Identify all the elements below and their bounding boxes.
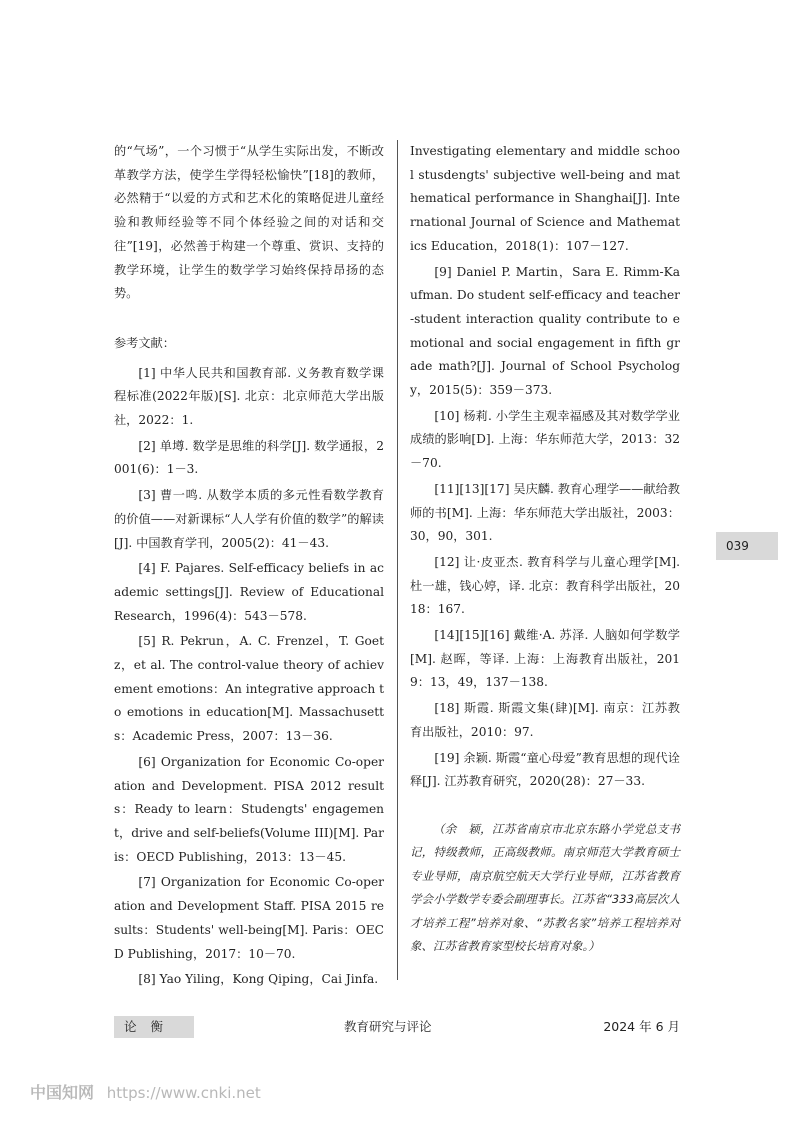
left-column (114, 140, 384, 994)
cnki-logo: 中国知网 (30, 1083, 95, 1102)
footer-journal-name: 教育研究与评论 (344, 1019, 432, 1034)
reference-item: Investigating elementary and middle school stusdengts' subjective well-being and mathematical performance in Shanghai[J]. International Journal of Science and Mathematics Education，2018(1)：107－127. (410, 144, 680, 253)
column-divider (397, 140, 398, 980)
reference-item: [8] Yao Yiling，Kong Qiping，Cai Jinfa. (138, 972, 379, 987)
page-number: 039 (716, 532, 778, 560)
reference-item: [11][13][17] 吴庆麟. 教育心理学——献给教师的书[M]. 上海：华东师范大学出版社，2003：30，90，301. (410, 481, 680, 544)
reference-item: [3] 曹一鸣. 从数学本质的多元性看数学教育的价值——对新课标“人人学有价值的数学”的解读[J]. 中国教育学刊，2005(2)：41－43. (114, 488, 384, 550)
footer-section-label: 论衡 (114, 1016, 194, 1038)
reference-item: [10] 杨莉. 小学生主观幸福感及其对数学学业成绩的影响[D]. 上海：华东师范大学，2013：32－70. (410, 408, 680, 471)
author-bio: （余 颖，江苏省南京市北京东路小学党总支书记，特级教师，正高级教师。南京师范大学教育硕士专业导师，南京航空航天大学行业导师，江苏省教育学会小学数学专委会副理事长。江苏省“333高层次人才培养工程”培养对象、“苏教名家”培养工程培养对象、江苏省教育家型校长培育对象。） (410, 821, 680, 954)
reference-item: [5] R. Pekrun，A. C. Frenzel，T. Goetz，et al. The control-value theory of achievement emotions：An integrative approach to emotions in education[M]. Massachusetts：Academic Press，2007：13－36. (114, 634, 384, 744)
intro-paragraph: 的“气场”，一个习惯于“从学生实际出发，不断改革教学方法，使学生学得轻松愉快”[18]的教师，必然精于“以爱的方式和艺术化的策略促进儿童经验和教师经验等不同个体经验之间的对话和交往”[19]，必然善于构建一个尊重、赏识、支持的教学环境，让学生的数学学习始终保持昂扬的态势。 (114, 144, 384, 301)
reference-item: [9] Daniel P. Martin，Sara E. Rimm-Kaufman. Do student self-efficacy and teacher-student interaction quality contribute to emotional and social engagement in fifth grade math?[J]. Journal of School Psychology，2015(5)：359－373. (410, 264, 680, 398)
reference-item: [7] Organization for Economic Co-operation and Development Staff. PISA 2015 results：Students' well-being[M]. Paris：OECD Publishing，2017：10－70. (114, 875, 384, 961)
right-column (410, 140, 680, 970)
reference-item: [19] 余颖. 斯霞“童心母爱”教育思想的现代诠释[J]. 江苏教育研究，2020(28)：27－33. (410, 750, 680, 789)
reference-item: [18] 斯霞. 斯霞文集(肆)[M]. 南京：江苏教育出版社，2010：97. (410, 701, 680, 739)
reference-item: [4] F. Pajares. Self-efficacy beliefs in academic settings[J]. Review of Educational Research，1996(4)：543－578. (114, 561, 384, 623)
cnki-url: https://www.cnki.net (106, 1084, 261, 1102)
page-footer (114, 1016, 680, 1038)
reference-item: [12] 让·皮亚杰. 教育科学与儿童心理学[M]. 杜一雄，钱心婷，译. 北京：教育科学出版社，2018：167. (410, 554, 680, 617)
reference-item: [6] Organization for Economic Co-operation and Development. PISA 2012 results：Ready to learn：Studengts' engagement，drive and self-beliefs(Volume III)[M]. Paris：OECD Publishing，2013：13－45. (114, 754, 384, 864)
footer-date: 2024 年 6 月 (603, 1019, 680, 1034)
reference-item: [1] 中华人民共和国教育部. 义务教育数学课程标准(2022年版)[S]. 北京：北京师范大学出版社，2022：1. (114, 365, 384, 428)
reference-item: [2] 单墫. 数学是思维的科学[J]. 数学通报，2001(6)：1－3. (114, 438, 384, 477)
references-title: 参考文献： (114, 335, 175, 350)
reference-item: [14][15][16] 戴维·A. 苏泽. 人脑如何学数学[M]. 赵晖，等译. 上海：上海教育出版社，2019：13，49，137－138. (410, 628, 680, 690)
cnki-watermark (30, 1080, 261, 1104)
